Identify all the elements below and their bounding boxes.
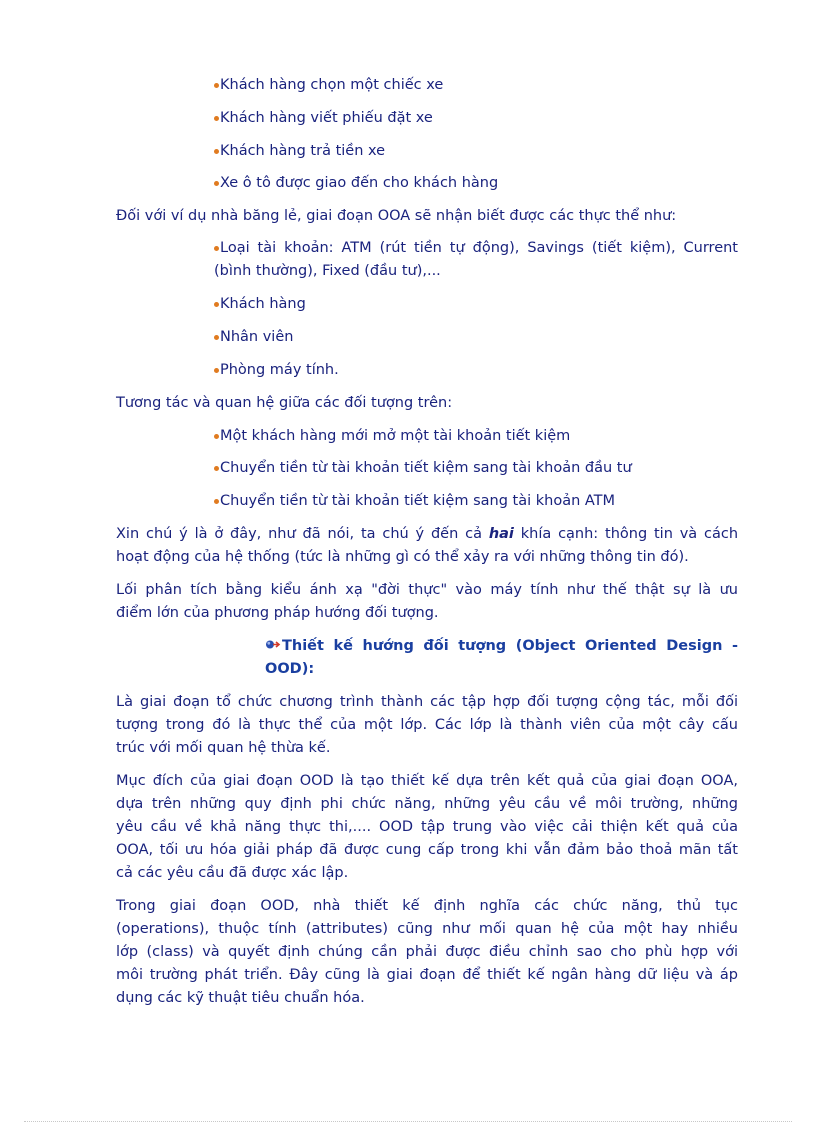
bullet-icon <box>214 83 219 88</box>
paragraph-ood-definition: Là giai đoạn tổ chức chương trình thành các tập hợp đối tượng cộng tác, mỗi đối tượng trong đó là thực thể của một lớp. Các lớp là thành viên của một cây cấu trúc với mối quan hệ thừa kế. <box>116 694 738 756</box>
paragraph-ood-purpose: Mục đích của giai đoạn OOD là tạo thiết kế dựa trên kết quả của giai đoạn OOA, dựa trên những quy định phi chức năng, những yêu cầu về môi trường, những yêu cầu về khả năng thực thi,.... OOD tập trung vào việc cải thiện kết quả của OOA, tối ưu hóa giải pháp đã được cung cấp trong khi vẫn đảm bảo thoả mãn tất cả các yêu cầu đã được xác lập. <box>116 773 738 881</box>
list-item: Phòng máy tính. <box>214 359 339 381</box>
list-item: Khách hàng viết phiếu đặt xe <box>214 107 433 129</box>
bullet-icon <box>214 149 219 154</box>
bullet-icon <box>214 181 219 186</box>
bullet-icon <box>214 368 219 373</box>
list-item: Một khách hàng mới mở một tài khoản tiết kiệm <box>214 425 570 447</box>
bullet-icon <box>214 116 219 121</box>
bullet-icon <box>214 246 219 251</box>
list-item: Xe ô tô được giao đến cho khách hàng <box>214 172 498 194</box>
bullet-arrow-icon <box>265 639 281 650</box>
page-footer-divider <box>24 1121 792 1122</box>
bullet-icon <box>214 499 219 504</box>
paragraph-note: Xin chú ý là ở đây, như đã nói, ta chú ý đến cả hai khía cạnh: thông tin và cách hoạt động của hệ thống (tức là những gì có thể xảy ra với những thông tin đó). <box>116 526 739 565</box>
paragraph-ooa-entities: Đối với ví dụ nhà băng lẻ, giai đoạn OOA sẽ nhận biết được các thực thể như: <box>116 208 677 224</box>
bullet-icon <box>214 302 219 307</box>
list-item: Khách hàng <box>214 293 306 315</box>
paragraph-ood-design: Trong giai đoạn OOD, nhà thiết kế định nghĩa các chức năng, thủ tục (operations), thuộc tính (attributes) cũng như mối quan hệ của một hay nhiều lớp (class) và quyết định chúng cần phải được điều chỉnh sao cho phù hợp với môi trường phát triển. Đây cũng là giai đoạn để thiết kế ngân hàng dữ liệu và áp dụng các kỹ thuật tiêu chuẩn hóa. <box>116 898 738 1006</box>
list-item: Khách hàng trả tiền xe <box>214 140 385 162</box>
bullet-icon <box>214 335 219 340</box>
list-item: Chuyển tiền từ tài khoản tiết kiệm sang tài khoản đầu tư <box>214 457 632 479</box>
paragraph-interaction: Tương tác và quan hệ giữa các đối tượng trên: <box>116 395 453 411</box>
bullet-icon <box>214 466 219 471</box>
list-item: Nhân viên <box>214 326 293 348</box>
paragraph-mapping: Lối phân tích bằng kiểu ánh xạ "đời thực" vào máy tính như thế thật sự là ưu điểm lớn của phương pháp hướng đối tượng. <box>116 582 738 621</box>
list-item: Chuyển tiền từ tài khoản tiết kiệm sang tài khoản ATM <box>214 490 615 512</box>
emphasis-text: hai <box>488 526 514 542</box>
bullet-icon <box>214 434 219 439</box>
list-item-account-types: Loại tài khoản: ATM (rút tiền tự động), Savings (tiết kiệm), Current (bình thường), Fixed (đầu tư),... <box>214 240 738 279</box>
section-heading-ood: Thiết kế hướng đối tượng (Object Oriented Design - OOD): <box>265 638 738 677</box>
list-item: Khách hàng chọn một chiếc xe <box>214 74 443 96</box>
